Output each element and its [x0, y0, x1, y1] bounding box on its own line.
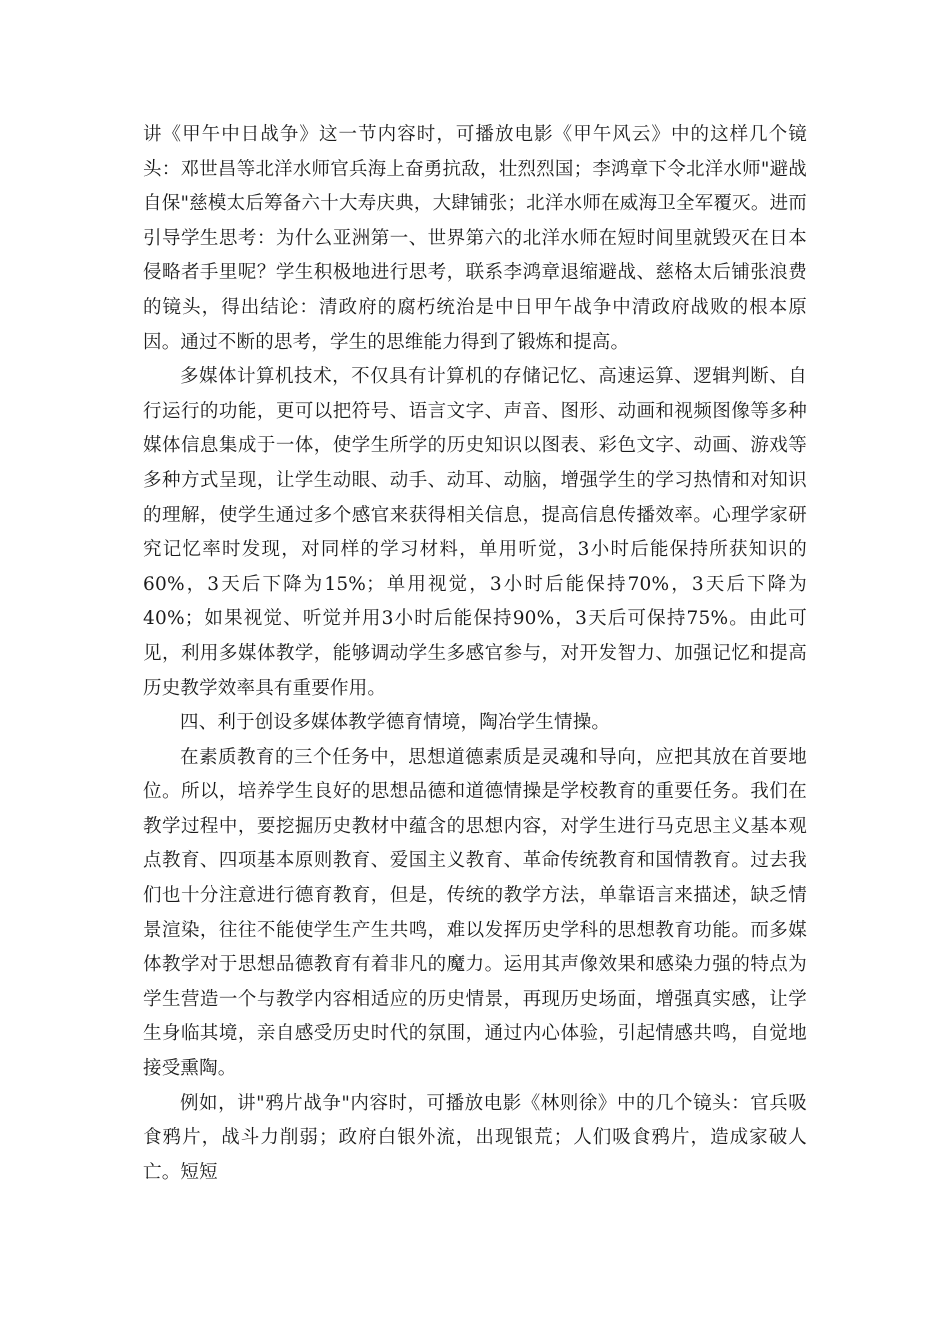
paragraph-3: 在素质教育的三个任务中，思想道德素质是灵魂和导向，应把其放在首要地位。所以，培养学生良好的思想品德和道德情操是学校教育的重要任务。我们在教学过程中，要挖掘历史教材中蕴含的思想内容，对学生进行马克思主义基本观点教育、四项基本原则教育、爱国主义教育、革命传统教育和国情教育。过去我们也十分注意进行德育教育，但是，传统的教学方法，单靠语言来描述，缺乏情景渲染，往往不能使学生产生共鸣，难以发挥历史学科的思想教育功能。而多媒体教学对于思想品德教育有着非凡的魔力。运用其声像效果和感染力强的特点为学生营造一个与教学内容相适应的历史情景，再现历史场面，增强真实感，让学生身临其境，亲自感受历史时代的氛围，通过内心体验，引起情感共鸣，自觉地接受熏陶。 — [143, 746, 807, 1080]
document-body — [143, 118, 807, 1190]
paragraph-1: 讲《甲午中日战争》这一节内容时，可播放电影《甲午风云》中的这样几个镜头：邓世昌等北洋水师官兵海上奋勇抗敌，壮烈烈国；李鸿章下令北洋水师"避战自保"慈模太后筹备六十大寿庆典，大肆铺张；北洋水师在威海卫全军覆灭。进而引导学生思考：为什么亚洲第一、世界第六的北洋水师在短时间里就毁灭在日本侵略者手里呢？学生积极地进行思考，联系李鸿章退缩避战、慈格太后铺张浪费的镜头，得出结论：清政府的腐朽统治是中日甲午战争中清政府战败的根本原因。通过不断的思考，学生的思维能力得到了锻炼和提高。 — [143, 124, 807, 353]
paragraph-2: 多媒体计算机技术，不仅具有计算机的存储记忆、高速运算、逻辑判断、自行运行的功能，更可以把符号、语言文字、声音、图形、动画和视频图像等多种媒体信息集成于一体，使学生所学的历史知识以图表、彩色文字、动画、游戏等多种方式呈现，让学生动眼、动手、动耳、动脑，增强学生的学习热情和对知识的理解，使学生通过多个感官来获得相关信息，提高信息传播效率。心理学家研究记忆率时发现，对同样的学习材料，单用听觉，3小时后能保持所获知识的60%，3天后下降为15%；单用视觉，3小时后能保持70%，3天后下降为40%；如果视觉、听觉并用3小时后能保持90%，3天后可保持75%。由此可见，利用多媒体教学，能够调动学生多感官参与，对开发智力、加强记忆和提高历史教学效率具有重要作用。 — [143, 366, 807, 699]
paragraph-4: 例如，讲"鸦片战争"内容时，可播放电影《林则徐》中的几个镜头：官兵吸食鸦片，战斗力削弱；政府白银外流，出现银荒；人们吸食鸦片，造成家破人亡。短短 — [143, 1092, 807, 1183]
section-heading: 四、利于创设多媒体教学德育情境，陶冶学生情操。 — [180, 712, 611, 734]
